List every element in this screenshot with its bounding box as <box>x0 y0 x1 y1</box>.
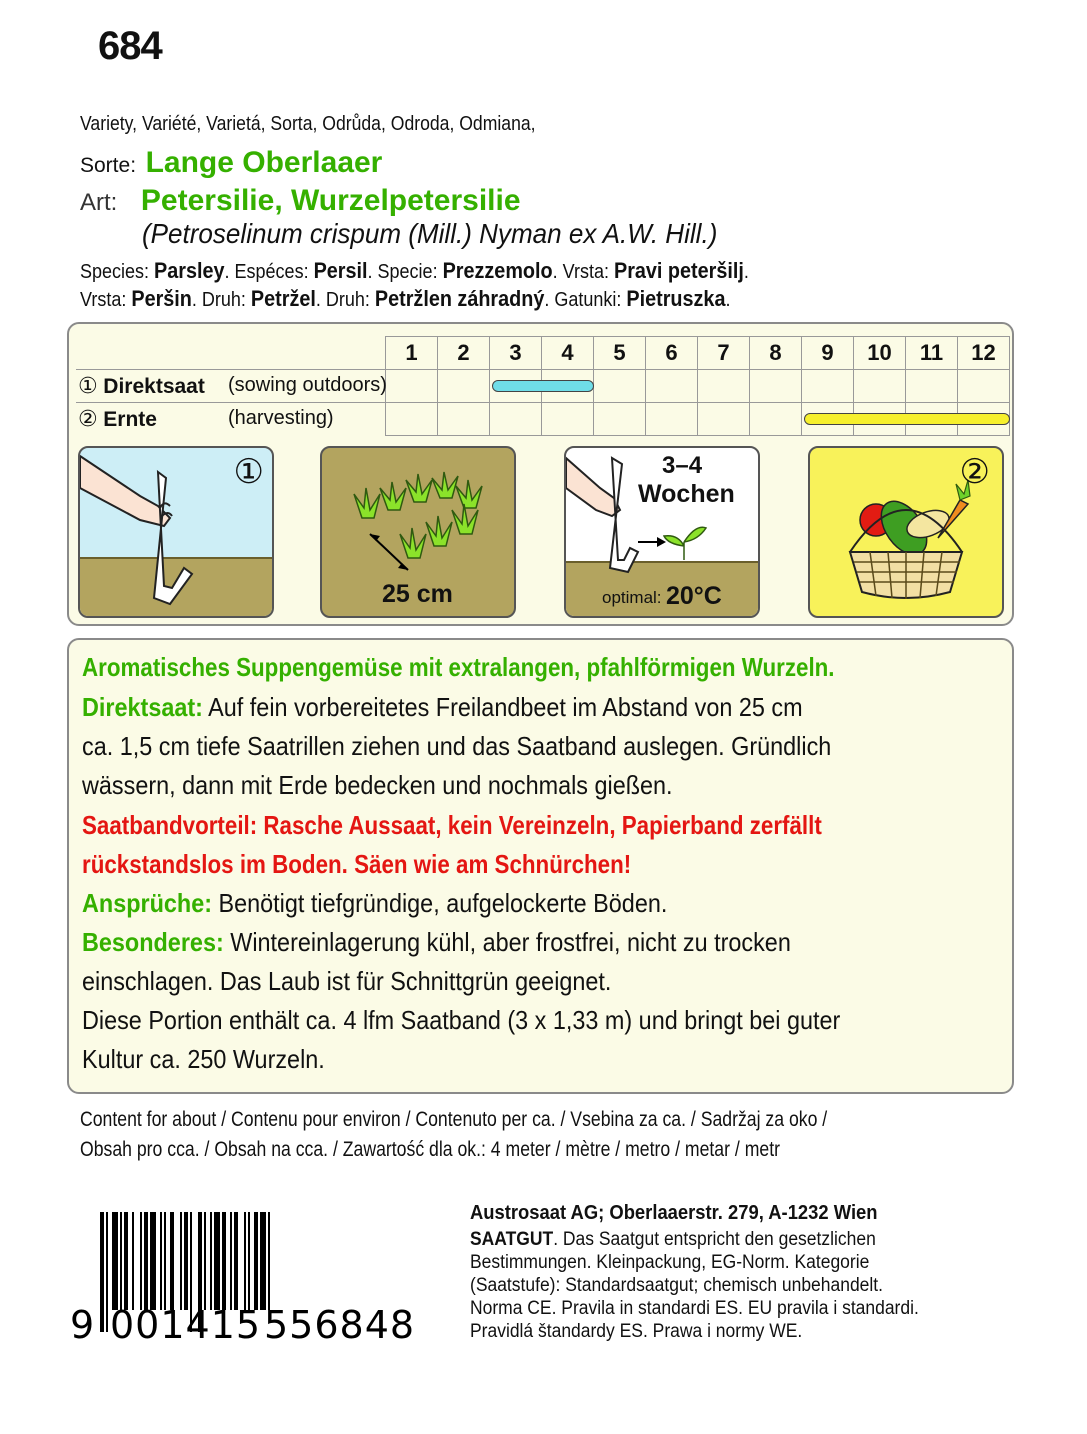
species-value-it: Prezzemolo <box>442 258 553 283</box>
direktsaat-row-1 <box>82 692 883 723</box>
pictogram-germination <box>564 446 760 618</box>
latin-name: (Petroselinum crispum (Mill.) Nyman ex A.W. Hill.) <box>142 218 718 249</box>
content-text-1: Content for about / Contenu pour environ / Contenuto per ca. / Vsebina za ca. / Sadržaj za oko / <box>80 1108 828 1131</box>
month-7: 7 <box>698 337 750 370</box>
month-6: 6 <box>646 337 698 370</box>
barcode-bar <box>100 1212 104 1332</box>
saatgut-label: SAATGUT <box>470 1229 554 1250</box>
month-12: 12 <box>958 337 1010 370</box>
temp-value: 20°C <box>666 582 722 610</box>
row-translation-harvesting: (harvesting) <box>228 407 334 430</box>
barcode-bar <box>184 1212 188 1310</box>
company-address-text: Austrosaat AG; Oberlaaerstr. 279, A-1232 Wien <box>470 1202 878 1224</box>
legal-text-3: (Saatstufe): Standardsaatgut; chemisch unbehandelt. <box>470 1275 883 1296</box>
legal-line-5 <box>470 1321 831 1343</box>
sorte-value: Lange Oberlaaer <box>145 146 383 179</box>
legal-line-4 <box>470 1298 958 1320</box>
variety-languages-text: Variety, Variété, Varietá, Sorta, Odrůda, Odroda, Odmiana, <box>80 113 536 135</box>
direktsaat-text-1: Auf fein vorbereitetes Freilandbeet im Abstand von 25 cm <box>208 692 803 722</box>
species-value-cs: Petržel <box>250 286 316 311</box>
ansprueche-text: Benötigt tiefgründige, aufgelockerte Böden. <box>218 888 668 918</box>
barcode-bar <box>160 1212 162 1310</box>
month-4: 4 <box>542 337 594 370</box>
direktsaat-label: Direktsaat: <box>82 692 203 722</box>
content-line-2 <box>80 1138 913 1162</box>
pictogram-spacing <box>320 446 516 618</box>
company-address <box>470 1202 913 1225</box>
species-label-en: Species: <box>80 261 150 283</box>
species-value-en: Parsley <box>154 258 225 283</box>
harvest-period-bar <box>804 413 1010 425</box>
besonderes-text-2: einschlagen. Das Laub ist für Schnittgrün geeignet. <box>82 966 612 996</box>
pictogram-harvest <box>808 446 1004 618</box>
month-1: 1 <box>386 337 438 370</box>
month-3: 3 <box>490 337 542 370</box>
besonderes-text-1: Wintereinlagerung kühl, aber frostfrei, nicht zu trocken <box>230 927 791 957</box>
portion-row-1 <box>82 1005 925 1036</box>
vorteil-row-1 <box>82 810 942 841</box>
species-label-it: Specie: <box>377 261 438 283</box>
barcode-bar <box>140 1212 142 1310</box>
barcode-bar <box>244 1212 246 1310</box>
art-row <box>80 184 521 218</box>
temp-label: optimal: <box>602 588 662 607</box>
sowing-period-bar <box>492 380 594 392</box>
row-marker-2: ② <box>78 406 98 432</box>
besonderes-row-1 <box>82 927 870 958</box>
barcode-bar <box>214 1212 220 1310</box>
vorteil-text-2: rückstandslos im Boden. Säen wie am Schnürchen! <box>82 849 632 879</box>
row-translation-sowing: (sowing outdoors) <box>228 374 387 396</box>
sorte-label: Sorte: <box>80 154 137 177</box>
ansprueche-label: Ansprüche: <box>82 888 213 918</box>
spacing-label: 25 cm <box>382 580 453 608</box>
direktsaat-row-2 <box>82 731 915 762</box>
month-10: 10 <box>854 337 906 370</box>
barcode-bar <box>234 1212 238 1310</box>
barcode-bar <box>124 1212 128 1310</box>
barcode-bar <box>144 1212 148 1310</box>
pictogram-marker-2: ② <box>959 453 990 491</box>
portion-text-1: Diese Portion enthält ca. 4 lfm Saatband (3 x 1,33 m) und bringt bei guter <box>82 1005 841 1035</box>
barcode-bar <box>112 1212 118 1310</box>
barcode-bar <box>106 1212 108 1332</box>
species-label-hr: Vrsta: <box>80 289 127 311</box>
legal-line-1 <box>470 1229 911 1251</box>
barcode-group-1: 001415 <box>110 1303 262 1344</box>
variety-languages <box>80 113 598 136</box>
barcode-bar <box>210 1212 212 1310</box>
species-value-sl: Pravi peteršilj <box>613 258 744 283</box>
month-8: 8 <box>750 337 802 370</box>
barcode <box>68 1204 438 1344</box>
legal-text-4: Norma CE. Pravila in standardi ES. EU pravila i standardi. <box>470 1298 919 1319</box>
species-value-fr: Persil <box>313 258 368 283</box>
besonderes-label: Besonderes: <box>82 927 224 957</box>
legal-text-2: Bestimmungen. Kleinpackung, EG-Norm. Kategorie <box>470 1252 870 1273</box>
legal-text-5: Pravidlá štandardy ES. Prawa i normy WE. <box>470 1321 803 1342</box>
species-line-2: Vrsta: Peršin. Druh: Petržel. Druh: Petržlen záhradný. Gatunki: Pietruszka. <box>80 286 731 311</box>
barcode-bar <box>248 1212 250 1310</box>
besonderes-row-2 <box>82 966 670 997</box>
species-label-cs: Druh: <box>201 289 246 311</box>
species-label-fr: Espéces: <box>234 261 309 283</box>
vorteil-text-1: Saatbandvorteil: Rasche Aussaat, kein Vereinzeln, Papierband zerfällt <box>82 810 822 840</box>
barcode-bar <box>268 1212 270 1310</box>
species-value-sk: Petržlen záhradný <box>374 286 545 311</box>
legal-line-3 <box>470 1275 919 1297</box>
germination-unit: Wochen <box>638 480 735 508</box>
barcode-bar <box>254 1212 258 1310</box>
sorte-row <box>80 146 382 180</box>
packet-number: 684 <box>98 24 162 68</box>
barcode-bar <box>120 1212 122 1310</box>
legal-line-2 <box>470 1252 904 1274</box>
direktsaat-text-3: wässern, dann mit Erde bedecken und nochmals gießen. <box>82 770 673 800</box>
barcode-bar <box>204 1212 206 1310</box>
species-line-1: Species: Parsley. Espéces: Persil. Specie: Prezzemolo. Vrsta: Pravi peteršilj. <box>80 258 749 283</box>
legal-text-1: . Das Saatgut entspricht den gesetzlichen <box>553 1229 876 1250</box>
month-5: 5 <box>594 337 646 370</box>
barcode-first-digit: 9 <box>70 1303 95 1344</box>
direktsaat-text-2: ca. 1,5 cm tiefe Saatrillen ziehen und das Saatband auslegen. Gründlich <box>82 731 832 761</box>
portion-text-2: Kultur ca. 250 Wurzeln. <box>82 1044 325 1074</box>
direktsaat-row-3 <box>82 770 738 801</box>
month-2: 2 <box>438 337 490 370</box>
content-text-2: Obsah pro cca. / Obsah na cca. / Zawartość dla ok.: 4 meter / mètre / metro / metar / metr <box>80 1138 780 1161</box>
row-name-direktsaat: Direktsaat <box>103 375 205 398</box>
barcode-bar <box>164 1212 166 1310</box>
species-value-hr: Peršin <box>131 286 192 311</box>
content-line-1 <box>80 1108 970 1132</box>
month-9: 9 <box>802 337 854 370</box>
barcode-bar <box>150 1212 156 1310</box>
pictogram-seed-tape <box>78 446 274 618</box>
pictogram-marker-1: ① <box>233 453 264 491</box>
vorteil-row-2 <box>82 849 721 880</box>
species-label-pl: Gatunki: <box>554 289 622 311</box>
species-value-pl: Pietruszka <box>626 286 726 311</box>
barcode-bar <box>180 1212 182 1310</box>
barcode-bar <box>132 1212 134 1310</box>
headline-row <box>82 652 957 683</box>
calendar-header-row <box>76 337 1010 370</box>
latin-name-row <box>142 218 761 250</box>
portion-row-2 <box>82 1044 352 1075</box>
art-label: Art: <box>80 189 118 216</box>
barcode-bar <box>230 1212 232 1310</box>
row-name-ernte: Ernte <box>103 408 157 432</box>
barcode-bar <box>222 1212 226 1310</box>
ansprueche-row <box>82 888 732 919</box>
species-label-sl: Vrsta: <box>562 261 609 283</box>
barcode-group-2: 556848 <box>264 1303 416 1344</box>
month-11: 11 <box>906 337 958 370</box>
barcode-bar <box>170 1212 174 1310</box>
barcode-bar <box>260 1212 266 1310</box>
art-value: Petersilie, Wurzelpetersilie <box>140 184 521 217</box>
headline: Aromatisches Suppengemüse mit extralangen, pfahlförmigen Wurzeln. <box>82 652 835 682</box>
species-label-sk: Druh: <box>325 289 370 311</box>
germination-duration: 3–4 <box>662 452 703 479</box>
row-marker-1: ① <box>78 373 98 398</box>
